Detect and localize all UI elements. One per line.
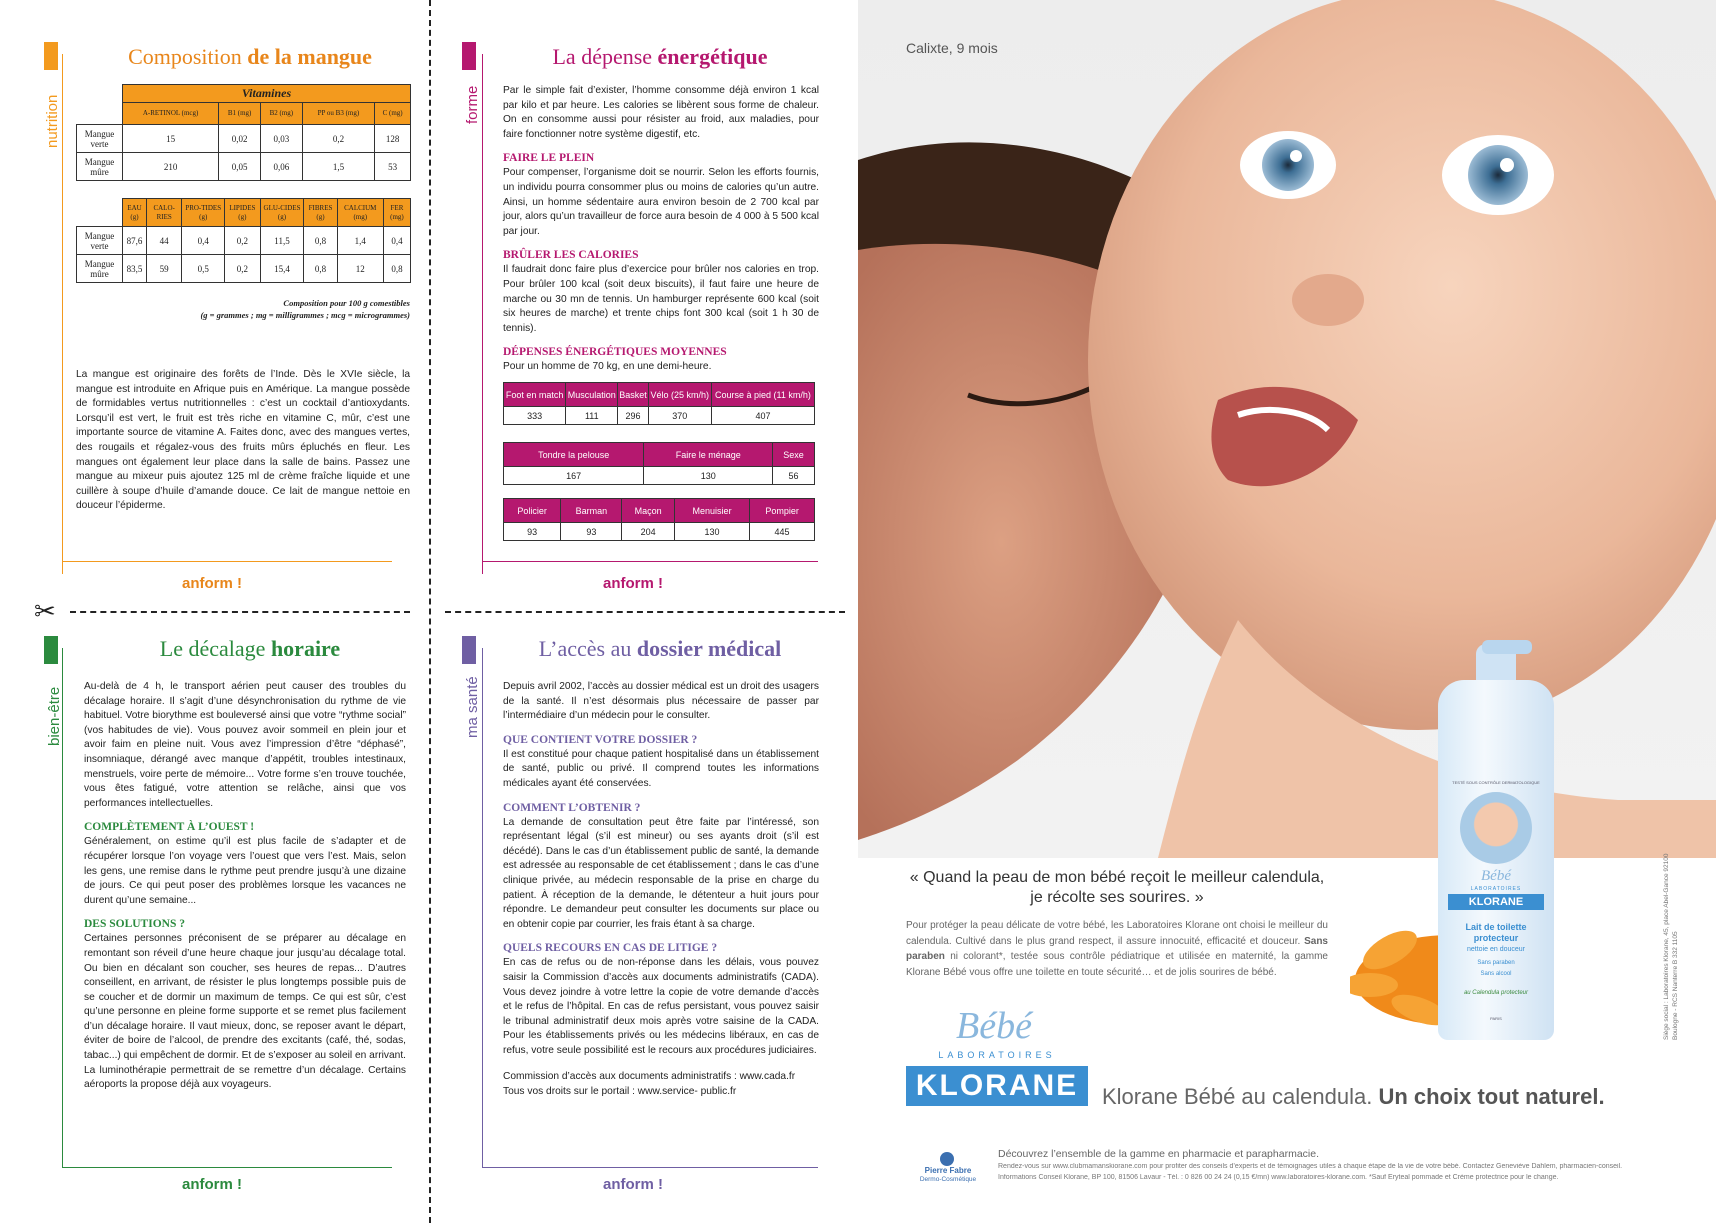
card-nutrition	[40, 40, 420, 600]
table-cell: 0,8	[304, 255, 337, 283]
bottle-text: Lait de toilette protecteur nettoie en douceur Sans paraben Sans alcool	[1465, 922, 1527, 977]
card-ma-sante	[460, 634, 830, 1194]
footer-line-2: Informations Conseil Klorane, BP 100, 81506 Lavaur - Tél. : 0 826 00 24 24 (0,15 €/mn) www.laboratoires-klorane.com. *Sauf Eryteal pommade et Crème protectrice pour le change.	[998, 1174, 1559, 1181]
table-cell: 210	[123, 153, 219, 181]
energy-table-jobs	[503, 498, 815, 541]
table-cell: 0,03	[260, 125, 302, 153]
bottle-pump-head	[1482, 640, 1532, 654]
table-cell: 53	[375, 153, 411, 181]
table-cell: 0,4	[383, 227, 410, 255]
logo-bebe: Bébé	[956, 1005, 1032, 1047]
table-cell: 1,5	[302, 153, 374, 181]
table-cell: 12	[337, 255, 383, 283]
energy-col-header: Tondre la pelouse	[504, 443, 644, 467]
energy-value: 445	[750, 523, 815, 541]
footer-title: Découvrez l’ensemble de la gamme en pharmacie et parapharmacie.	[998, 1148, 1319, 1160]
footer-line-1: Rendez-vous sur www.clubmamanskiorane.com pour profiter des conseils d’experts et de témoignages utiles à chaque étape de la vie de votre bébé. Contactez Geneviève Dahlem, pharmacien-conseil.	[998, 1163, 1623, 1170]
ad-description: Pour protéger la peau délicate de votre bébé, les Laboratoires Klorane ont choisi le meilleur du calendula. Cultivé dans le plus grand respect, il assure innocuité, efficacité et douceur. Sans paraben ni colorant*, testée sous contrôle pédiatrique et utilisée en maternité, la gamme Klorane Bébé vous offre une toilette en toute sécurité… et de jolis sourires de bébé.	[906, 920, 1328, 978]
tab-marker	[44, 42, 58, 70]
table-cell: 128	[375, 125, 411, 153]
legal-side-note: Siège social : Laboratoires Klorane, 45, place Abel-Gance 92100 Boulogne - RCS Nanterre B 332 1105	[1663, 853, 1679, 1040]
energy-col-header: Vélo (25 km/h)	[648, 383, 711, 407]
mineral-col-header: LIPIDES (g)	[225, 199, 260, 227]
energy-value: 130	[644, 467, 773, 485]
tab-marker	[462, 636, 476, 664]
row-label: Mangue mûre	[77, 255, 123, 283]
photo-illustration	[858, 0, 1716, 858]
cut-line-horizontal-left	[70, 611, 410, 613]
row-label: Mangue verte	[77, 227, 123, 255]
table-cell: 0,8	[304, 227, 337, 255]
energy-value: 93	[561, 523, 622, 541]
table-cell: 0,8	[383, 255, 410, 283]
forme-text: Par le simple fait d’exister, l’homme consomme déjà environ 1 kcal par kilo et par heure. Les calories se libèrent sous forme de chaleur. On en consomme aussi pour résister au froid, aux maladies, pour faire fonctionner notre système digestif, etc. FAIRE LE PLEIN Pour compenser, l’organisme doit se nourrir. Selon les efforts fournis, un individu pourra consommer plus ou moins de calories qu’un autre. Ainsi, un homme sédentaire aura environ besoin de 2 700 kcal par jour, alors qu’un travailleur de force aura besoin de 4 000 à 5 500 kcal par jour. BRÛLER LES CALORIES Il faudrait donc faire plus d’exercice pour brûler nos calories en trop. Pour brûler 100 kcal (soit deux biscuits), il faut faire une heure de marche ou 30 mn de tennis. Un hamburger représente 600 kcal (soit six heures de marche) et trente chips font 300 kcal (soit 1 h 30 de tennis). DÉPENSES ÉNERGÉTIQUES MOYENNES Pour un homme de 70 kg, en une demi-heure.	[503, 85, 819, 373]
energy-col-header: Menuisier	[674, 499, 749, 523]
card-border-bottom	[482, 1167, 818, 1168]
brand-anform: anform !	[182, 1176, 242, 1193]
table-cell: 0,05	[219, 153, 261, 181]
table-cell: 0,02	[219, 125, 261, 153]
energy-value: 407	[711, 407, 814, 425]
energy-col-header: Foot en match	[504, 383, 566, 407]
table-cell: 83,5	[123, 255, 147, 283]
card-title: Le décalage horaire	[159, 636, 341, 661]
bottle-calendula-label: au Calendula protecteur	[1463, 990, 1529, 996]
card-border-bottom	[62, 561, 392, 562]
card-border-bottom	[482, 561, 818, 562]
section-tab: nutrition	[44, 94, 61, 148]
energy-col-header: Course à pied (11 km/h)	[711, 383, 814, 407]
energy-table-home	[503, 442, 815, 485]
bottle-baby-picture	[1460, 792, 1532, 864]
scissors-icon: ✂	[34, 596, 56, 626]
table-cell: 11,5	[260, 227, 304, 255]
energy-value: 111	[566, 407, 618, 425]
card-title: La dépense énergétique	[552, 44, 768, 69]
energy-col-header: Sexe	[773, 443, 815, 467]
table-cell: 44	[147, 227, 182, 255]
section-heading: BRÛLER LES CALORIES	[503, 249, 639, 262]
energy-value: 93	[504, 523, 561, 541]
vitamin-col-header: PP ou B3 (mg)	[302, 103, 374, 125]
energy-col-header: Basket	[618, 383, 648, 407]
section-tab: ma santé	[464, 676, 481, 738]
mineral-col-header: PRO-TIDES (g)	[182, 199, 225, 227]
energy-value: 167	[504, 467, 644, 485]
section-heading: COMPLÈTEMENT À L’OUEST !	[84, 821, 255, 834]
table-cell: 0,2	[302, 125, 374, 153]
card-title: L’accès au dossier médical	[538, 636, 782, 661]
row-label: Mangue mûre	[77, 153, 123, 181]
card-title: Composition de la mangue	[128, 44, 372, 69]
table-row	[77, 255, 411, 283]
section-heading: QUELS RECOURS EN CAS DE LITIGE ?	[503, 942, 718, 955]
energy-value: 130	[674, 523, 749, 541]
vitamins-header: Vitamines	[123, 85, 411, 103]
table-row	[77, 125, 411, 153]
table-row	[77, 153, 411, 181]
energy-col-header: Faire le ménage	[644, 443, 773, 467]
row-label: Mangue verte	[77, 125, 123, 153]
table-cell: 15	[123, 125, 219, 153]
cut-line-vertical	[429, 0, 431, 1223]
energy-col-header: Maçon	[622, 499, 675, 523]
vitamin-col-header: B2 (mg)	[260, 103, 302, 125]
pierre-fabre-sub: Dermo-Cosmétique	[919, 1176, 977, 1183]
table-note-2: (g = grammes ; mg = milligrammes ; mcg = microgrammes)	[200, 310, 410, 320]
table-row	[77, 227, 411, 255]
bottle-bebe: Bébé	[1481, 868, 1511, 884]
brand-anform: anform !	[603, 575, 663, 592]
section-heading: QUE CONTIENT VOTRE DOSSIER ?	[503, 733, 698, 746]
energy-table-sports	[503, 382, 815, 425]
section-heading: DES SOLUTIONS ?	[84, 918, 185, 931]
energy-value: 296	[618, 407, 648, 425]
pierre-fabre-icon	[940, 1152, 954, 1166]
pierre-fabre-name: Pierre Fabre	[924, 1166, 972, 1175]
tab-marker	[462, 42, 476, 70]
table-cell: 0,2	[225, 227, 260, 255]
vitamins-table	[76, 84, 411, 181]
table-cell: 15,4	[260, 255, 304, 283]
energy-col-header: Musculation	[566, 383, 618, 407]
mineral-col-header: CALCIUM (mg)	[337, 199, 383, 227]
table-cell: 87,6	[123, 227, 147, 255]
vitamin-col-header: B1 (mg)	[219, 103, 261, 125]
mineral-col-header: EAU (g)	[123, 199, 147, 227]
vitamin-col-header: C (mg)	[375, 103, 411, 125]
card-border-left	[62, 54, 63, 574]
energy-col-header: Pompier	[750, 499, 815, 523]
product-bottle	[1436, 640, 1554, 1040]
table-cell: 59	[147, 255, 182, 283]
section-heading: FAIRE LE PLEIN	[503, 152, 595, 165]
bottle-paris: PARIS	[1490, 1016, 1502, 1021]
brand-anform: anform !	[182, 575, 242, 592]
table-cell: 1,4	[337, 227, 383, 255]
bottle-top-label: TESTÉ SOUS CONTRÔLE DERMATOLOGIQUE	[1452, 780, 1540, 785]
ad-quote: « Quand la peau de mon bébé reçoit le meilleur calendula, je récolte ses sourires. »	[909, 869, 1325, 906]
card-border-left	[482, 54, 483, 574]
section-heading: DÉPENSES ÉNERGÉTIQUES MOYENNES	[503, 346, 727, 359]
card-border-bottom	[62, 1167, 392, 1168]
logo-laboratoires: LABORATOIRES	[938, 1050, 1056, 1060]
energy-value: 56	[773, 467, 815, 485]
card-bien-etre	[40, 634, 420, 1194]
vitamin-col-header: A-RETINOL (mcg)	[123, 103, 219, 125]
table-note-1: Composition pour 100 g comestibles	[283, 298, 410, 308]
card-forme	[460, 40, 830, 600]
photo-caption: Calixte, 9 mois	[906, 40, 998, 56]
cut-line-horizontal-right	[445, 611, 845, 613]
nutrition-text: La mangue est originaire des forêts de l’Inde. Dès le XVIe siècle, la mangue est introduite en Afrique puis en Amérique. La mangue possède de formidables vertus nutritionnelles : c’est un cocktail d’antioxydants. Lorsqu’il est vert, le fruit est très riche en vitamine C, mûr, c’est une importante source de vitamine A. Faites donc, avec des mangues vertes, des rougails et régalez-vous des fruits mûrs épluchés en fleur. Les mangues ont également leur place dans la salle de bains. Passez une mangue au mixeur puis ajoutez 125 ml de crème fraîche liquide et une cuillère à soupe d’huile d’amande douce. Ce lait de mangue nettoie en douceur l’épiderme.	[76, 369, 410, 512]
brand-anform: anform !	[603, 1176, 663, 1193]
mother-baby-photo	[858, 0, 1716, 858]
table-cell: 0,5	[182, 255, 225, 283]
section-tab: forme	[464, 85, 481, 124]
minerals-table	[76, 198, 411, 283]
mineral-col-header: FIBRES (g)	[304, 199, 337, 227]
bottle-brand: KLORANE	[1448, 894, 1544, 910]
energy-value: 333	[504, 407, 566, 425]
section-heading: COMMENT L’OBTENIR ?	[503, 801, 641, 814]
energy-value: 204	[622, 523, 675, 541]
table-cell: 0,2	[225, 255, 260, 283]
card-border-left	[482, 648, 483, 1168]
energy-col-header: Policier	[504, 499, 561, 523]
table-cell: 0,4	[182, 227, 225, 255]
energy-col-header: Barman	[561, 499, 622, 523]
section-tab: bien-être	[46, 686, 63, 746]
energy-value: 370	[648, 407, 711, 425]
table-cell: 0,06	[260, 153, 302, 181]
mineral-col-header: CALO-RIES	[147, 199, 182, 227]
bottle-labs: LABORATOIRES	[1470, 886, 1522, 892]
mineral-col-header: GLU-CIDES (g)	[260, 199, 304, 227]
tab-marker	[44, 636, 58, 664]
mineral-col-header: FER (mg)	[383, 199, 410, 227]
bien-etre-text: Au-delà de 4 h, le transport aérien peut causer des troubles du décalage horaire. Il s’agit d’une désynchronisation du rythme de vie habituel. Votre biorythme est bouleversé ainsi que votre “rythme social” (vos habitudes de vie). Vous pouvez avoir sommeil en plein jour et avoir faim en pleine nuit. Vous avez l’impression d’être “déphasé”, insomniaque, dérangé avec manque d’appétit, troubles intestinaux, menstruels, voire perte de mémoire... Votre forme s’en trouve touchée, vous êtes fatigué, votre attention se relâche, ainsi que vos performances intellectuelles. COMPLÈTEMENT À L’OUEST ! Généralement, on estime qu’il est plus facile de s’adapter et de récupérer lorsque l’on voyage vers l’ouest que vers l’est. Mais, selon les gens, une remise dans le rythme peut prendre jusqu’à une dizaine de jours. Ce qui peut poser des problèmes lorsque les vacances ne durent qu’une semaine... DES SOLUTIONS ? Certaines personnes préconisent de se préparer au décalage en remontant son réveil d’une heure chaque jour jusqu’au décalage total. Ou bien en décalant son coucher, ses heures de repas... D’autres conseillent, en arrivant, de résister le plus longtemps possible puis de se coucher et de dormir un maximum de temps. Ce qui est sûr, c’est qu’une personne en pleine forme supporte et se remet plus facilement d’un décalage horaire. Il vaut mieux, donc, se reposer avant le départ, éviter de boire de l’alcool, de prendre des excitants (café, thé, sodas, tabac...) qui empêchent de dormir. Et de s’exposer au soleil en arrivant. La luminothérapie permettrait de se remettre d’un décalage. Certains aéroports la propose déjà aux voyageurs.	[84, 681, 406, 1091]
sante-text: Depuis avril 2002, l’accès au dossier médical est un droit des usagers de la santé. Il n’est désormais plus nécessaire de passer par l’intermédiaire d’un médecin pour le consulter. QUE CONTIENT VOTRE DOSSIER ? Il est constitué pour chaque patient hospitalisé dans un établissement de santé, public ou privé. Il comprend toutes les informations médicales ayant été conservées. COMMENT L’OBTENIR ? La demande de consultation peut être faite par l’intéressé, son représentant légal (s’il est mineur) ou ses ayants droit (s’il est décédé). Dans le cas d’un établissement public de santé, la demande est adressée au responsable de cet établissement ; dans le cas d’une clinique privée, au médecin responsable de la prise en charge du patient. À réception de la demande, le détenteur a huit jours pour répondre. Le demandeur peut consulter les documents sur place ou en obtenir copie par courrier, les frais étant à sa charge. QUELS RECOURS EN CAS DE LITIGE ? En cas de refus ou de non-réponse dans les délais, vous pouvez saisir la Commission d’accès aux documents administratifs (CADA). Vous devez joindre à votre lettre la copie de votre demande d’accès et le refus de l’hôpital. En cas de refus persistant, vous pouvez saisir le tribunal administratif deux mois après votre saisine de la CADA. Pour les établissements privés ou les médecins libéraux, en cas de refus, votre seule possibilité est le recours aux procédures judiciaires. Commission d’accès aux documents administratifs : www.cada.fr Tous vos droits sur le portail : www.service- public.fr	[503, 681, 819, 1098]
logo-klorane: KLORANE	[906, 1066, 1088, 1106]
tagline: Klorane Bébé au calendula. Un choix tout naturel.	[1102, 1084, 1605, 1109]
